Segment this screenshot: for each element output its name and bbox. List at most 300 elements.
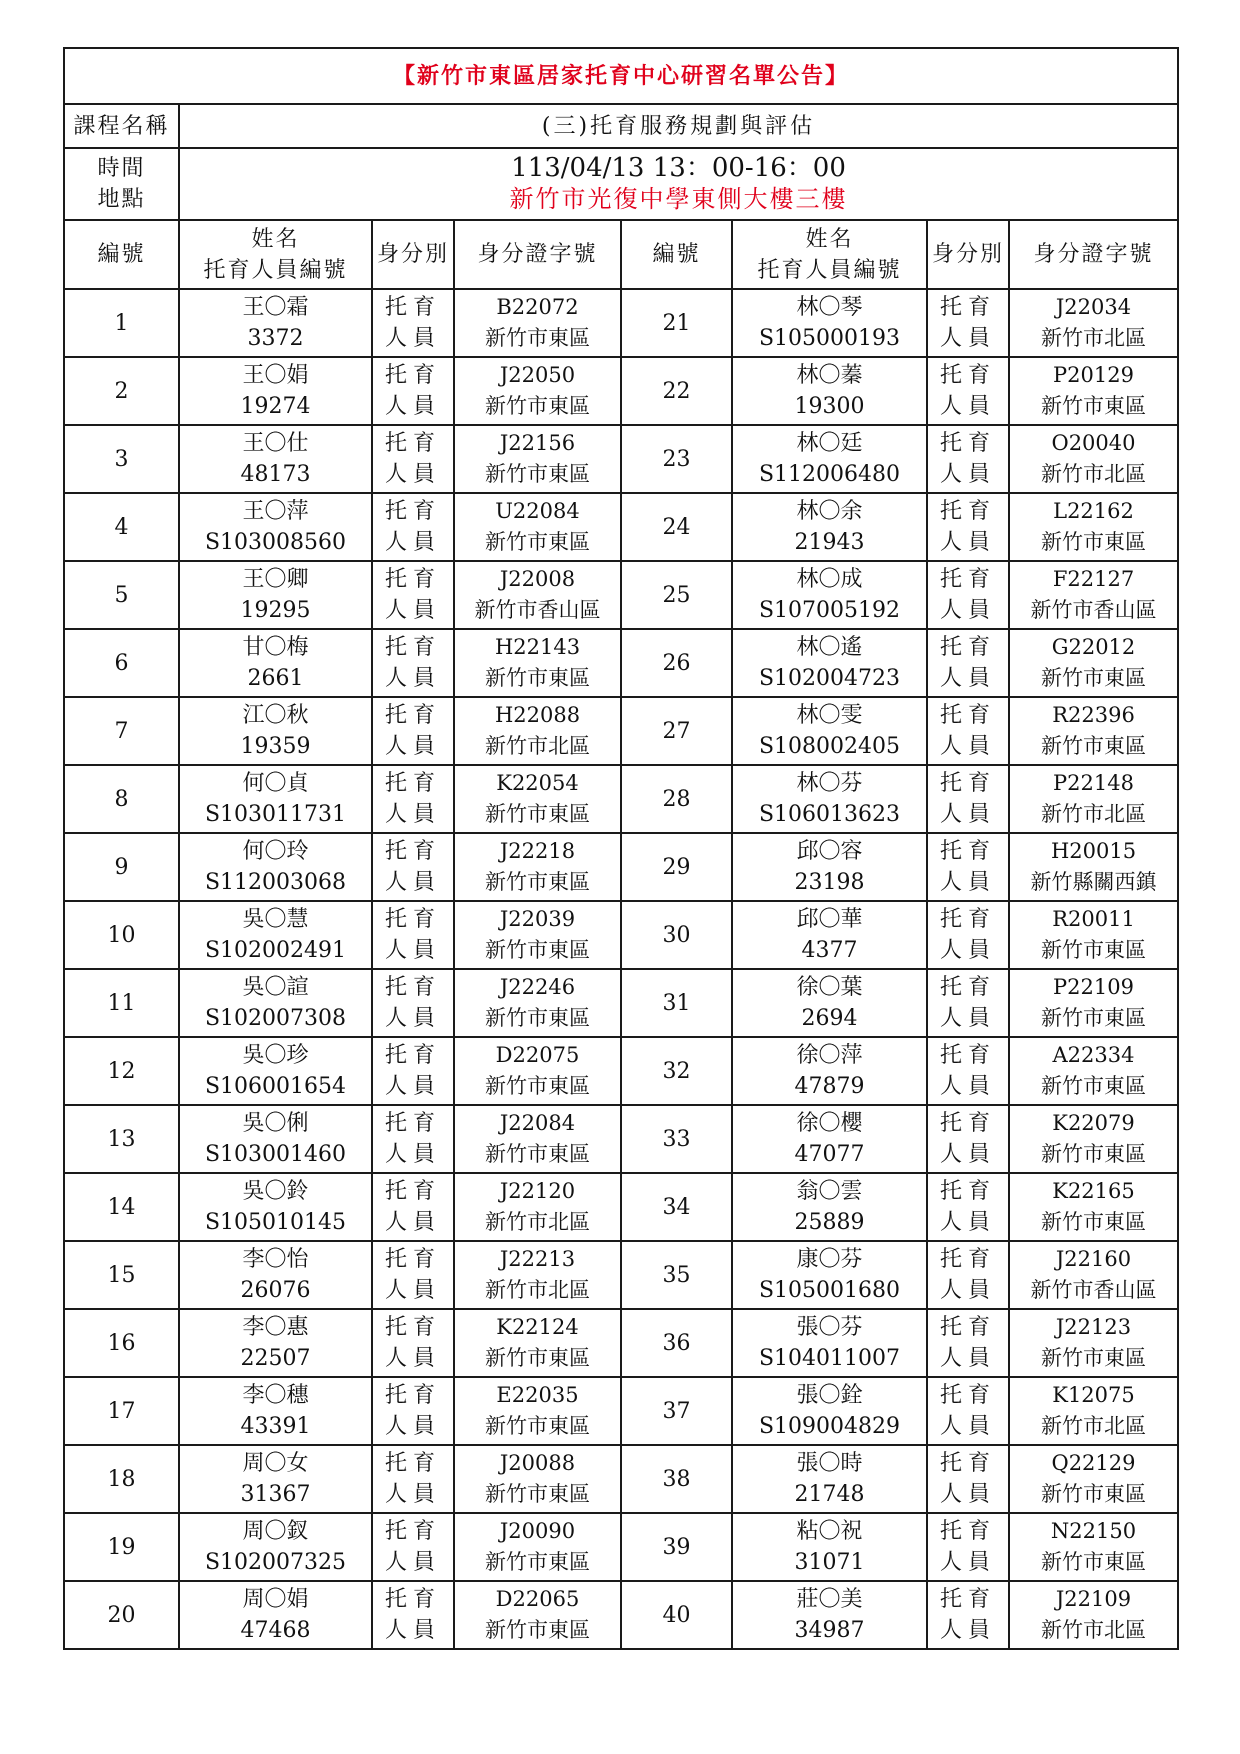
entry-role-line1: 托育 [939, 975, 996, 1000]
entry-code: 31367 [240, 1482, 311, 1507]
entry-name: 莊〇美 [796, 1587, 863, 1612]
entry-id-cell [454, 1581, 621, 1649]
entry-role-cell [372, 357, 454, 425]
entry-role-line1: 托育 [939, 771, 996, 796]
entry-name-cell [179, 1513, 372, 1581]
table-row [64, 1309, 1178, 1377]
entry-code: 4377 [801, 938, 858, 963]
entry-code: 21943 [794, 530, 865, 555]
entry-number: 31 [621, 969, 732, 1037]
entry-id-cell [1009, 493, 1178, 561]
entry-number: 12 [64, 1037, 179, 1105]
entry-role-line1: 托育 [939, 1111, 996, 1136]
entry-area: 新竹市東區 [1041, 734, 1146, 758]
entry-role-line1: 托育 [384, 1519, 441, 1544]
entry-name: 邱〇華 [796, 907, 863, 932]
entry-role-cell [372, 969, 454, 1037]
entry-id-cell [1009, 1105, 1178, 1173]
entry-role-line2: 人員 [384, 394, 441, 419]
entry-name-cell [732, 1309, 927, 1377]
entry-role-cell [927, 901, 1009, 969]
entry-number: 29 [621, 833, 732, 901]
time-value: 113/04/13 13：00-16：00 [511, 153, 846, 183]
entry-role-line2: 人員 [939, 1414, 996, 1439]
entry-id: R20011 [1052, 907, 1135, 931]
entry-id: K22124 [496, 1315, 579, 1339]
table-row [64, 425, 1178, 493]
entry-id: J22218 [499, 839, 576, 863]
entry-role-line2: 人員 [939, 802, 996, 827]
entry-role-line1: 托育 [384, 1179, 441, 1204]
entry-id: J22109 [1055, 1587, 1132, 1611]
entry-name: 張〇芬 [796, 1315, 863, 1340]
entry-name: 何〇玲 [242, 839, 309, 864]
entry-id: J22039 [499, 907, 576, 931]
entry-name: 李〇惠 [242, 1315, 309, 1340]
entry-name: 翁〇雲 [796, 1179, 863, 1204]
entry-code: S103008560 [204, 530, 347, 555]
entry-area: 新竹市北區 [1041, 802, 1146, 826]
entry-number: 8 [64, 765, 179, 833]
entry-area: 新竹市香山區 [1030, 598, 1157, 622]
entry-id: P20129 [1053, 363, 1134, 387]
entry-name-cell [179, 833, 372, 901]
entry-name-cell [179, 1581, 372, 1649]
entry-role-line1: 托育 [939, 1043, 996, 1068]
place-label: 地點 [97, 187, 146, 212]
entry-role-line1: 托育 [939, 1587, 996, 1612]
entry-code: S102007325 [204, 1550, 347, 1575]
entry-name-cell [732, 357, 927, 425]
entry-id-cell [1009, 357, 1178, 425]
entry-name: 林〇芬 [796, 771, 863, 796]
entry-name-cell [179, 969, 372, 1037]
entry-role-cell [927, 357, 1009, 425]
entry-role-cell [372, 1513, 454, 1581]
entry-role-line2: 人員 [939, 734, 996, 759]
entry-role-cell [372, 765, 454, 833]
entry-role-cell [927, 1513, 1009, 1581]
entry-number: 33 [621, 1105, 732, 1173]
entry-number: 32 [621, 1037, 732, 1105]
entry-id-cell [454, 561, 621, 629]
entry-role-cell [372, 1445, 454, 1513]
entry-area: 新竹市東區 [485, 1346, 590, 1370]
entry-code: S106001654 [204, 1074, 347, 1099]
entry-area: 新竹市東區 [1041, 1346, 1146, 1370]
entry-role-line2: 人員 [939, 394, 996, 419]
entry-id-cell [1009, 1445, 1178, 1513]
entry-name: 徐〇葉 [796, 975, 863, 1000]
entry-id-cell [1009, 697, 1178, 765]
entry-name-cell [732, 833, 927, 901]
header-role: 身分別 [372, 220, 454, 289]
entry-role-line1: 托育 [384, 975, 441, 1000]
entry-name-cell [732, 561, 927, 629]
entry-area: 新竹市東區 [485, 462, 590, 486]
entry-role-cell [927, 1037, 1009, 1105]
entry-id: E22035 [496, 1383, 579, 1407]
header-name-line2: 托育人員編號 [757, 257, 902, 283]
entry-role-cell [927, 1445, 1009, 1513]
header-name [179, 220, 372, 289]
entry-id-cell [454, 901, 621, 969]
entry-area: 新竹市東區 [485, 802, 590, 826]
entry-code: 43391 [240, 1414, 311, 1439]
entry-name-cell [179, 493, 372, 561]
entry-id: L22162 [1053, 499, 1134, 523]
entry-role-line1: 托育 [939, 1519, 996, 1544]
entry-name-cell [179, 697, 372, 765]
entry-id-cell [454, 1173, 621, 1241]
entry-number: 36 [621, 1309, 732, 1377]
entry-role-cell [927, 425, 1009, 493]
entry-id-cell [1009, 765, 1178, 833]
entry-id-cell [1009, 833, 1178, 901]
entry-role-cell [372, 1377, 454, 1445]
entry-code: 21748 [794, 1482, 865, 1507]
entry-role-cell [927, 493, 1009, 561]
entry-role-cell [927, 969, 1009, 1037]
entry-area: 新竹市東區 [485, 1550, 590, 1574]
entry-role-line2: 人員 [939, 1210, 996, 1235]
entry-role-cell [372, 561, 454, 629]
table-row [64, 1105, 1178, 1173]
table-row [64, 1581, 1178, 1649]
entry-id-cell [1009, 1581, 1178, 1649]
entry-role-line2: 人員 [384, 1278, 441, 1303]
entry-role-line1: 托育 [384, 1587, 441, 1612]
entry-role-line1: 托育 [384, 1111, 441, 1136]
entry-name: 林〇成 [796, 567, 863, 592]
entry-code: 19359 [240, 734, 311, 759]
entry-code: 26076 [240, 1278, 311, 1303]
entry-name: 甘〇梅 [242, 635, 309, 660]
entry-id: J22213 [499, 1247, 576, 1271]
entry-name-cell [732, 1513, 927, 1581]
entry-id: R22396 [1052, 703, 1135, 727]
entry-area: 新竹市東區 [1041, 1074, 1146, 1098]
table-row [64, 493, 1178, 561]
entry-id-cell [1009, 1241, 1178, 1309]
entry-code: S108002405 [758, 734, 901, 759]
entry-id-cell [454, 1377, 621, 1445]
entry-name-cell [732, 1377, 927, 1445]
entry-name: 何〇貞 [242, 771, 309, 796]
entry-role-line2: 人員 [939, 530, 996, 555]
entry-role-line1: 托育 [384, 771, 441, 796]
entry-role-line2: 人員 [939, 1278, 996, 1303]
entry-area: 新竹市香山區 [1030, 1278, 1157, 1302]
entry-id-cell [454, 425, 621, 493]
entry-name-cell [732, 1037, 927, 1105]
entry-id: J20088 [499, 1451, 576, 1475]
entry-role-line2: 人員 [384, 1482, 441, 1507]
entry-id-cell [454, 629, 621, 697]
entry-id: P22109 [1053, 975, 1134, 999]
entry-number: 9 [64, 833, 179, 901]
entry-name-cell [732, 697, 927, 765]
entry-code: S102002491 [204, 938, 347, 963]
entry-code: 22507 [240, 1346, 311, 1371]
table-row [64, 1241, 1178, 1309]
header-idno-2: 身分證字號 [1009, 220, 1178, 289]
entry-name-cell [179, 1445, 372, 1513]
entry-code: 19274 [240, 394, 311, 419]
header-name-line1: 姓名 [251, 226, 300, 252]
entry-area: 新竹市北區 [485, 1210, 590, 1234]
entry-code: S105010145 [204, 1210, 347, 1235]
entry-name: 林〇余 [796, 499, 863, 524]
entry-id-cell [454, 1513, 621, 1581]
entry-name: 張〇銓 [796, 1383, 863, 1408]
entry-role-line2: 人員 [939, 1006, 996, 1031]
entry-code: 3372 [247, 326, 304, 351]
entry-role-line1: 托育 [384, 499, 441, 524]
entry-role-cell [927, 1105, 1009, 1173]
entry-role-cell [372, 1105, 454, 1173]
entry-role-line2: 人員 [384, 1346, 441, 1371]
entry-number: 18 [64, 1445, 179, 1513]
entry-id-cell [1009, 1377, 1178, 1445]
entry-name-cell [732, 425, 927, 493]
entry-number: 19 [64, 1513, 179, 1581]
entry-id-cell [1009, 1037, 1178, 1105]
entry-role-cell [372, 1173, 454, 1241]
entry-number: 39 [621, 1513, 732, 1581]
entry-id-cell [1009, 289, 1178, 357]
table-row [64, 1377, 1178, 1445]
entry-number: 37 [621, 1377, 732, 1445]
entry-role-line2: 人員 [939, 1550, 996, 1575]
entry-role-cell [372, 629, 454, 697]
entry-role-cell [927, 289, 1009, 357]
entry-name: 林〇雯 [796, 703, 863, 728]
entry-name-cell [732, 901, 927, 969]
entry-name: 王〇萍 [242, 499, 309, 524]
entry-id: B22072 [496, 295, 579, 319]
header-row [64, 220, 1178, 289]
entry-number: 3 [64, 425, 179, 493]
entry-id-cell [1009, 561, 1178, 629]
entry-role-cell [927, 561, 1009, 629]
entry-id: Q22129 [1051, 1451, 1136, 1475]
time-place-label [64, 148, 179, 220]
entry-name-cell [732, 1241, 927, 1309]
table-row [64, 969, 1178, 1037]
header-name-line2: 托育人員編號 [203, 257, 348, 283]
entry-role-line1: 托育 [939, 1179, 996, 1204]
entry-role-line2: 人員 [384, 1074, 441, 1099]
entry-id: J22123 [1055, 1315, 1132, 1339]
entry-role-cell [372, 1037, 454, 1105]
entry-role-cell [927, 697, 1009, 765]
entry-number: 38 [621, 1445, 732, 1513]
entry-role-cell [372, 1241, 454, 1309]
entry-name: 康〇芬 [796, 1247, 863, 1272]
entry-number: 5 [64, 561, 179, 629]
entry-role-line2: 人員 [384, 734, 441, 759]
entry-id-cell [454, 357, 621, 425]
entry-role-line2: 人員 [384, 802, 441, 827]
entry-id-cell [454, 765, 621, 833]
entry-code: S109004829 [758, 1414, 901, 1439]
entry-code: 47879 [794, 1074, 865, 1099]
entry-code: S107005192 [758, 598, 901, 623]
entry-role-line1: 托育 [939, 431, 996, 456]
entry-id: J22034 [1055, 295, 1132, 319]
entry-role-line2: 人員 [939, 666, 996, 691]
entry-code: S106013623 [758, 802, 901, 827]
entry-id: K22165 [1052, 1179, 1135, 1203]
table-row [64, 289, 1178, 357]
entry-role-line2: 人員 [939, 870, 996, 895]
entry-id: N22150 [1050, 1519, 1137, 1543]
entry-name-cell [179, 561, 372, 629]
entry-role-cell [927, 1241, 1009, 1309]
entry-role-line1: 托育 [939, 1383, 996, 1408]
entry-role-line1: 托育 [939, 839, 996, 864]
entry-role-line1: 托育 [384, 363, 441, 388]
entry-role-line1: 托育 [384, 431, 441, 456]
entry-area: 新竹市北區 [1041, 1414, 1146, 1438]
entry-id: J22156 [499, 431, 576, 455]
entry-area: 新竹市東區 [1041, 1142, 1146, 1166]
entry-number: 40 [621, 1581, 732, 1649]
entry-id: J22008 [499, 567, 576, 591]
entry-code: 2694 [801, 1006, 858, 1031]
entry-role-cell [927, 1377, 1009, 1445]
header-no-2: 編號 [621, 220, 732, 289]
entry-name-cell [732, 1105, 927, 1173]
entry-area: 新竹市東區 [485, 870, 590, 894]
entry-number: 6 [64, 629, 179, 697]
table-row [64, 1513, 1178, 1581]
entry-role-line1: 托育 [384, 1043, 441, 1068]
entry-name-cell [732, 289, 927, 357]
entry-name: 周〇娟 [242, 1587, 309, 1612]
entry-role-cell [372, 901, 454, 969]
course-name: (三)托育服務規劃與評估 [179, 104, 1178, 148]
entry-area: 新竹市東區 [1041, 530, 1146, 554]
entry-role-line2: 人員 [384, 1006, 441, 1031]
entry-role-line2: 人員 [939, 598, 996, 623]
page-title: 【新竹市東區居家托育中心研習名單公告】 [64, 48, 1178, 104]
entry-role-line2: 人員 [939, 1142, 996, 1167]
entry-name-cell [179, 1037, 372, 1105]
entry-role-cell [927, 765, 1009, 833]
header-name-2 [732, 220, 927, 289]
entry-role-line2: 人員 [384, 666, 441, 691]
entry-area: 新竹市東區 [1041, 394, 1146, 418]
table-row [64, 833, 1178, 901]
entry-role-line1: 托育 [939, 1247, 996, 1272]
entry-id: K22079 [1052, 1111, 1135, 1135]
entry-role-line1: 托育 [384, 1247, 441, 1272]
entry-role-cell [372, 697, 454, 765]
entry-id: J22120 [499, 1179, 576, 1203]
entry-id: D22065 [495, 1587, 580, 1611]
entry-area: 新竹市東區 [485, 530, 590, 554]
entry-role-cell [372, 289, 454, 357]
table-row [64, 1173, 1178, 1241]
table-row [64, 561, 1178, 629]
table-row [64, 357, 1178, 425]
entry-number: 20 [64, 1581, 179, 1649]
entry-role-line1: 托育 [939, 295, 996, 320]
entry-code: S103001460 [204, 1142, 347, 1167]
entry-role-cell [927, 1309, 1009, 1377]
entry-role-cell [372, 1309, 454, 1377]
entry-name: 林〇琴 [796, 295, 863, 320]
entry-name: 江〇秋 [242, 703, 309, 728]
entry-role-line1: 托育 [939, 907, 996, 932]
entry-role-line1: 托育 [939, 363, 996, 388]
entry-name: 李〇穗 [242, 1383, 309, 1408]
entry-number: 15 [64, 1241, 179, 1309]
entry-number: 2 [64, 357, 179, 425]
entry-area: 新竹市香山區 [474, 598, 601, 622]
entry-role-line2: 人員 [384, 326, 441, 351]
entry-name: 吳〇珍 [242, 1043, 309, 1068]
entry-role-line2: 人員 [384, 1550, 441, 1575]
entry-code: S105000193 [758, 326, 901, 351]
entry-name: 王〇娟 [242, 363, 309, 388]
time-place-value [179, 148, 1178, 220]
entry-name-cell [179, 289, 372, 357]
entry-role-line1: 托育 [939, 1315, 996, 1340]
entry-id-cell [1009, 629, 1178, 697]
entry-role-line1: 托育 [384, 295, 441, 320]
entry-name: 徐〇萍 [796, 1043, 863, 1068]
entry-code: 19300 [794, 394, 865, 419]
entry-name-cell [732, 765, 927, 833]
entry-number: 35 [621, 1241, 732, 1309]
entry-area: 新竹市東區 [485, 394, 590, 418]
entry-name-cell [732, 493, 927, 561]
entry-id-cell [454, 1037, 621, 1105]
entry-name: 吳〇鈴 [242, 1179, 309, 1204]
entry-name: 徐〇櫻 [796, 1111, 863, 1136]
entry-number: 7 [64, 697, 179, 765]
entry-id-cell [454, 833, 621, 901]
entry-id-cell [1009, 425, 1178, 493]
entry-id: U22084 [495, 499, 580, 523]
entry-name: 吳〇慧 [242, 907, 309, 932]
entry-area: 新竹市東區 [1041, 938, 1146, 962]
entry-area: 新竹市東區 [485, 1414, 590, 1438]
entry-name: 吳〇俐 [242, 1111, 309, 1136]
entry-id-cell [454, 1445, 621, 1513]
entry-id: F22127 [1052, 567, 1135, 591]
entry-role-cell [927, 1173, 1009, 1241]
entry-code: 47077 [794, 1142, 865, 1167]
entry-name-cell [732, 969, 927, 1037]
entry-area: 新竹市東區 [1041, 666, 1146, 690]
entry-id-cell [1009, 901, 1178, 969]
table-row [64, 765, 1178, 833]
table-row [64, 629, 1178, 697]
entry-code: S102004723 [758, 666, 901, 691]
header-role-2: 身分別 [927, 220, 1009, 289]
entry-role-line2: 人員 [384, 938, 441, 963]
entry-role-line2: 人員 [384, 1210, 441, 1235]
entry-area: 新竹市東區 [485, 1006, 590, 1030]
table-row [64, 1445, 1178, 1513]
entry-name-cell [732, 1581, 927, 1649]
entry-name: 李〇怡 [242, 1247, 309, 1272]
entry-id: H22143 [494, 635, 581, 659]
